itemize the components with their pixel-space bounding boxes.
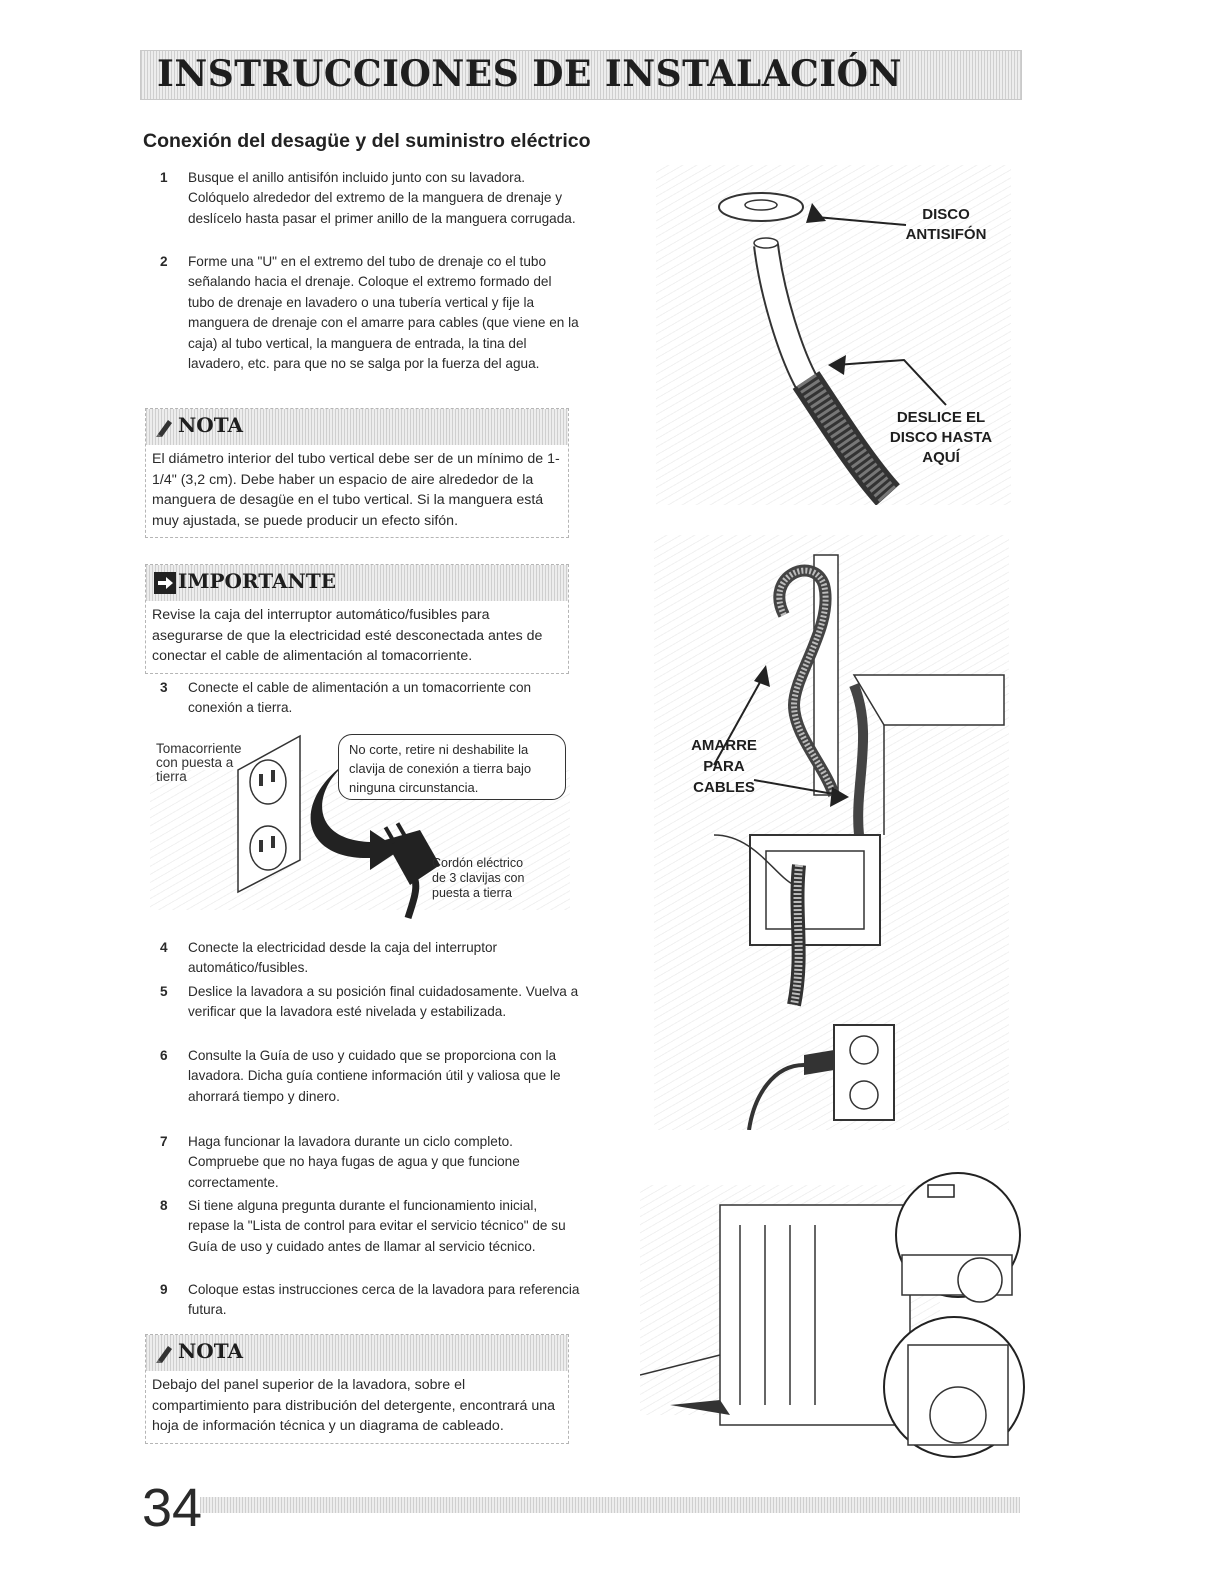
- step-number: 3: [160, 680, 168, 695]
- step-number: 5: [160, 984, 168, 999]
- step-text: Forme una "U" en el extremo del tubo de drenaje co el tubo señalando hacia el drenaje. Coloque el extremo formado del tubo de drenaje en lavadero o una tubería vertical y fije la manguera de drenaje con el amarre para cables (que viene en la caja) al tubo vertical, la manguera de entrada, la tina del lavadero, etc. para que no se salga por la fuerza del agua.: [188, 254, 579, 372]
- step-text: Haga funcionar la lavadora durante un ciclo completo. Compruebe que no haya fugas de agua y que funcione correctamente.: [188, 1134, 520, 1190]
- step-number: 1: [160, 170, 168, 185]
- importante-box: [145, 564, 569, 674]
- importante-text: Revise la caja del interruptor automático/fusibles para asegurarse de que la electricidad esté desconectada antes de conectar el cable de alimentación al tomacorriente.: [152, 607, 543, 665]
- page-number: 34: [142, 1478, 203, 1538]
- amarre-cables-callout: AMARRE PARA CABLES: [691, 737, 757, 796]
- nota-text: El diámetro interior del tubo vertical debe ser de un mínimo de 1-1/4" (3,2 cm). Debe haber un espacio de aire alrededor de la manguera de desagüe en el tubo vertical. Si la manguera está muy ajustada, se puede producir un efecto sifón.: [152, 451, 560, 529]
- step-number: 6: [160, 1048, 168, 1063]
- step-8: [160, 1196, 580, 1257]
- step-3: [160, 678, 580, 719]
- step-5: [160, 982, 580, 1023]
- note-pencil-icon: [154, 1342, 176, 1364]
- note-pencil-icon: [154, 416, 176, 438]
- importante-title: IMPORTANTE: [178, 569, 336, 593]
- arrow-right-icon: [154, 572, 176, 594]
- step-text: Busque el anillo antisifón incluido junto con su lavadora. Colóquelo alrededor del extremo de la manguera de drenaje y deslícelo hasta pasar el primer anillo de la manguera corrugada.: [188, 170, 576, 226]
- deslice-disco-callout: DESLICE EL DISCO HASTA AQUÍ: [889, 409, 993, 466]
- standpipe-figure: [654, 535, 1009, 1130]
- step-text: Consulte la Guía de uso y cuidado que se proporciona con la lavadora. Dicha guía contiene información útil y valiosa que le ahorrará tiempo y dinero.: [188, 1048, 561, 1104]
- warning-text: No corte, retire ni deshabilite la clavija de conexión a tierra bajo ninguna circunstancia.: [349, 742, 532, 795]
- step-1: [160, 168, 580, 229]
- standpipe-illustration: [654, 535, 1009, 1130]
- header-banner: [140, 50, 1022, 100]
- importante-header: [146, 565, 568, 601]
- warning-callout: [338, 734, 566, 800]
- nota-text: Debajo del panel superior de la lavadora, sobre el compartimiento para distribución del detergente, encontrará una hoja de información técnica y un diagrama de cableado.: [152, 1377, 556, 1435]
- page-title: INSTRUCCIONES DE INSTALACIÓN: [157, 53, 902, 95]
- step-6: [160, 1046, 580, 1107]
- step-9: [160, 1280, 580, 1321]
- nota-box: [145, 408, 569, 538]
- step-text: Coloque estas instrucciones cerca de la lavadora para referencia futura.: [188, 1282, 580, 1318]
- nota-box-2: [145, 1334, 569, 1444]
- step-number: 8: [160, 1198, 168, 1213]
- step-text: Conecte la electricidad desde la caja del interruptor automático/fusibles.: [188, 940, 498, 976]
- step-text: Deslice la lavadora a su posición final cuidadosamente. Vuelva a verificar que la lavadora esté nivelada y estabilizada.: [188, 984, 579, 1020]
- step-text: Si tiene alguna pregunta durante el funcionamiento inicial, repase la "Lista de control para evitar el servicio técnico" de su Guía de uso y cuidado antes de llamar al servicio técnico.: [188, 1198, 566, 1254]
- step-4: [160, 938, 580, 979]
- step-2: [160, 252, 580, 374]
- nota-title: NOTA: [178, 413, 244, 437]
- step-number: 2: [160, 254, 168, 269]
- step-number: 9: [160, 1282, 168, 1297]
- nota-title: NOTA: [178, 1339, 244, 1363]
- step-number: 7: [160, 1134, 168, 1149]
- nota-header: [146, 409, 568, 445]
- cord-label: Cordón eléctrico de 3 clavijas con puesta a tierra: [432, 856, 525, 900]
- washer-panel-figure: [640, 1165, 1025, 1470]
- washer-illustration: [640, 1165, 1025, 1470]
- section-heading: Conexión del desagüe y del suministro eléctrico: [143, 130, 591, 152]
- step-text: Conecte el cable de alimentación a un tomacorriente con conexión a tierra.: [188, 680, 532, 716]
- outlet-label: Tomacorriente con puesta a tierra: [156, 741, 242, 784]
- drain-hose-figure: [656, 165, 1011, 505]
- outlet-figure: [150, 730, 570, 920]
- step-number: 4: [160, 940, 168, 955]
- footer-band: [200, 1497, 1020, 1513]
- nota-header: [146, 1335, 568, 1371]
- step-7: [160, 1132, 580, 1193]
- disco-antisifon-callout: DISCO ANTISIFÓN: [905, 206, 987, 243]
